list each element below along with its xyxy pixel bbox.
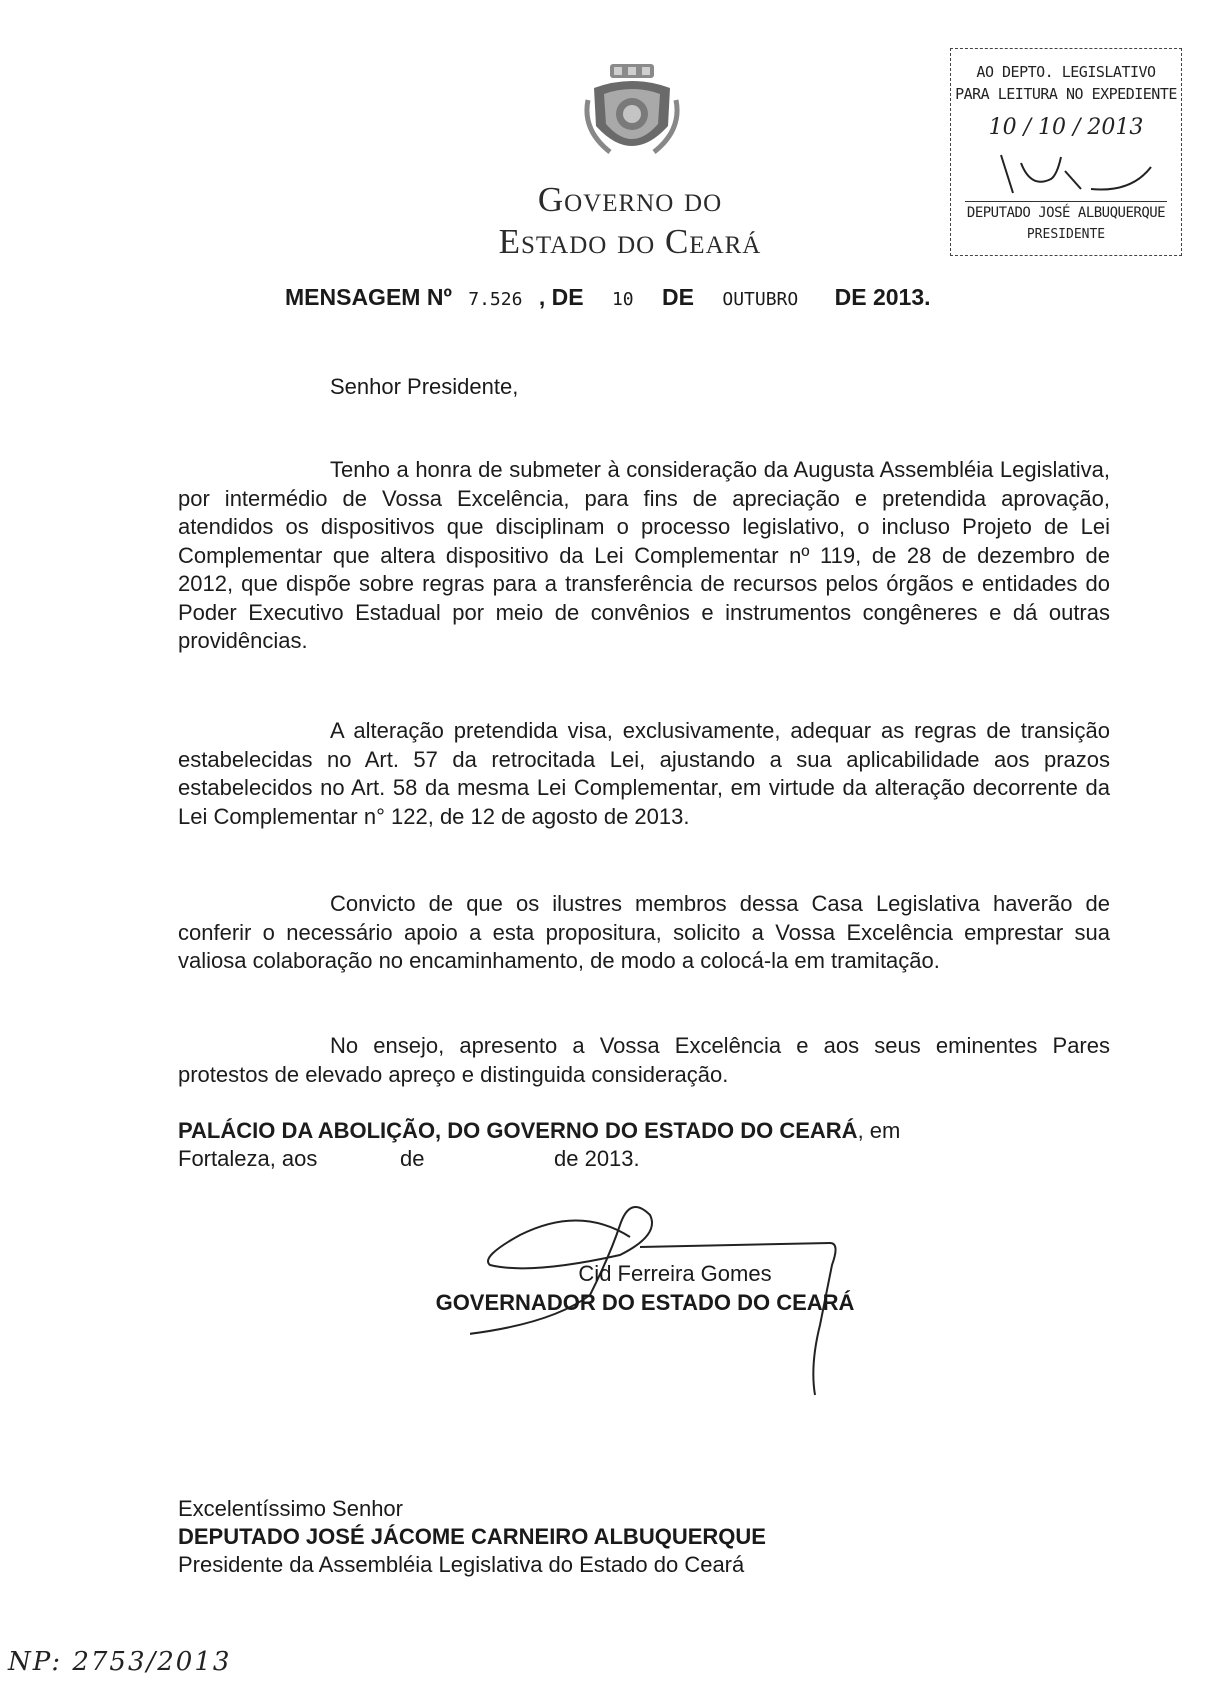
paragraph-3-text: Convicto de que os ilustres membros dessa Casa Legislativa haverão de conferir o necessário apoio a esta propositura, solicito a Vossa Excelência emprestar sua valiosa colaboração no encaminhamento, de modo a colocá-la em tramitação. bbox=[178, 891, 1110, 973]
paragraph-2-text: A alteração pretendida visa, exclusivamente, adequar as regras de transição estabelecidas no Art. 57 da retrocitada Lei, ajustando a sua aplicabilidade aos prazos estabelecidos no Art. 58 da mesma Lei Complementar, em virtude da alteração decorrente da Lei Complementar n° 122, de 12 de agosto de 2013. bbox=[178, 718, 1110, 829]
addressee-greeting: Excelentíssimo Senhor bbox=[178, 1496, 403, 1521]
date-de: de bbox=[400, 1146, 425, 1171]
paragraph-2 bbox=[178, 717, 1110, 831]
message-number: 7.526 bbox=[468, 289, 523, 310]
stamp-signature-icon bbox=[961, 149, 1171, 201]
date-line bbox=[178, 1146, 678, 1174]
paragraph-4 bbox=[178, 1032, 1110, 1089]
signatory-title: GOVERNADOR DO ESTADO DO CEARÁ bbox=[435, 1290, 855, 1315]
date-year: de 2013. bbox=[554, 1146, 640, 1171]
paragraph-1 bbox=[178, 456, 1110, 656]
stamp-line3: DEPUTADO JOSÉ ALBUQUERQUE bbox=[966, 205, 1166, 221]
protocol-note: NP: 2753/2013 bbox=[8, 1647, 232, 1677]
message-year: DE 2013. bbox=[834, 284, 931, 310]
stamp-line2: PARA LEITURA NO EXPEDIENTE bbox=[955, 85, 1177, 103]
reception-stamp bbox=[950, 48, 1182, 256]
signatory-name: Cid Ferreira Gomes bbox=[578, 1261, 772, 1286]
paragraph-3 bbox=[178, 890, 1110, 976]
date-fortaleza: Fortaleza, aos bbox=[178, 1146, 318, 1171]
message-day: 10 bbox=[611, 289, 634, 310]
coat-of-arms-icon bbox=[580, 60, 684, 170]
closing-bold: PALÁCIO DA ABOLIÇÃO, DO GOVERNO DO ESTADO DO CEARÁ bbox=[178, 1118, 858, 1143]
stamp-line1: AO DEPTO. LEGISLATIVO bbox=[976, 63, 1156, 81]
message-header bbox=[285, 284, 931, 311]
closing-rest: , em bbox=[857, 1118, 901, 1143]
message-de2: DE bbox=[662, 284, 694, 310]
message-de1: , DE bbox=[538, 284, 584, 310]
paragraph-4-text: No ensejo, apresento a Vossa Excelência e aos seus eminentes Pares protestos de elevado apreço e distinguida consideração. bbox=[178, 1033, 1110, 1087]
closing-line bbox=[178, 1117, 1110, 1146]
message-label: MENSAGEM Nº bbox=[285, 284, 452, 310]
addressee-name: DEPUTADO JOSÉ JÁCOME CARNEIRO ALBUQUERQUE bbox=[178, 1524, 766, 1549]
stamp-rule bbox=[965, 201, 1167, 202]
salutation: Senhor Presidente, bbox=[330, 374, 519, 399]
stamp-date: 10 / 10 / 2013 bbox=[988, 115, 1144, 140]
addressee-position: Presidente da Assembléia Legislativa do Estado do Ceará bbox=[178, 1552, 745, 1577]
message-month: OUTUBRO bbox=[722, 289, 799, 310]
government-title-line2: Estado do Ceará bbox=[498, 222, 762, 261]
stamp-line4: PRESIDENTE bbox=[1026, 227, 1106, 242]
paragraph-1-text: Tenho a honra de submeter à consideração da Augusta Assembléia Legislativa, por intermédio de Vossa Excelência, para fins de apreciação e pretendida aprovação, atendidos os dispositivos que disciplinam o processo legislativo, o incluso Projeto de Lei Complementar que altera dispositivo da Lei Complementar nº 119, de 28 de dezembro de 2012, que dispõe sobre regras para a transferência de recursos pelos órgãos e entidades do Poder Executivo Estadual por meio de convênios e instrumentos congêneres e dá outras providências. bbox=[178, 457, 1110, 653]
government-title-line1: Governo do bbox=[537, 180, 723, 219]
